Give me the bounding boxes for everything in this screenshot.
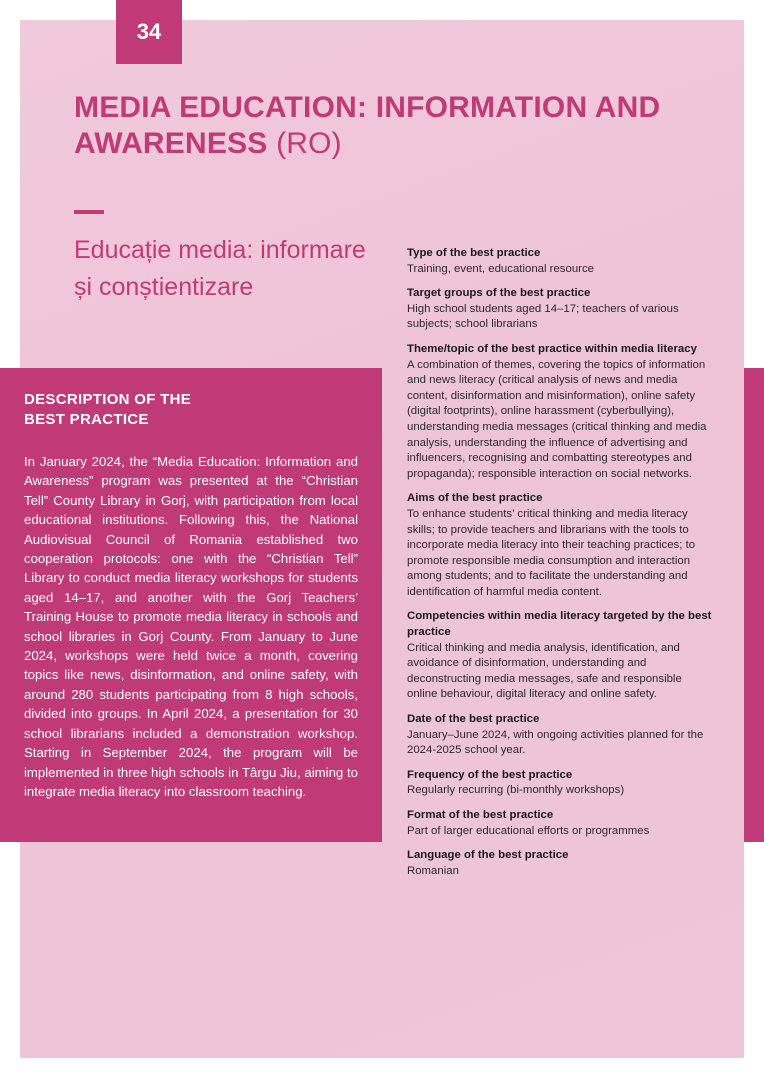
detail-label: Frequency of the best practice — [407, 768, 573, 781]
detail-item-competencies — [407, 609, 712, 703]
detail-value: Part of larger educational efforts or programmes — [407, 824, 650, 837]
detail-value: Critical thinking and media analysis, identification, and avoidance of disinformation, understanding and deconstructing media messages, safe and responsible online behaviour, digital literacy and online safety. — [407, 641, 682, 701]
detail-label: Language of the best practice — [407, 849, 569, 862]
description-box — [0, 368, 382, 842]
detail-value: Regularly recurring (bi-monthly workshops) — [407, 784, 625, 797]
detail-value: To enhance students’ critical thinking and media literacy skills; to provide teachers and librarians with the tools to incorporate media literacy into their teaching practices; to promote responsible media consumption and interaction among students; and to facilitate the understanding and identification of harmful media content. — [407, 507, 696, 598]
detail-label: Format of the best practice — [407, 809, 554, 821]
subtitle: Educație media: informare și conștientizare — [74, 236, 366, 301]
detail-label: Date of the best practice — [407, 713, 540, 726]
details-column — [407, 246, 712, 888]
description-heading: DESCRIPTION OF THE BEST PRACTICE — [24, 391, 192, 428]
detail-label: Competencies within media literacy targeted by the best practice — [407, 610, 712, 639]
title-country: (RO) — [276, 127, 342, 160]
detail-value: Romanian — [407, 864, 459, 877]
detail-item-language — [407, 848, 712, 879]
detail-item-theme — [407, 342, 712, 482]
right-accent-bar — [744, 368, 764, 842]
detail-value: Training, event, educational resource — [407, 262, 594, 275]
detail-item-target-groups — [407, 286, 712, 333]
detail-item-type — [407, 246, 712, 277]
detail-value: A combination of themes, covering the topics of information and news literacy (critical analysis of news and media content, disinformation and misinformation), online safety (digital footprints), online harassment (cyberbullying), understanding media messages (critical thinking and media analysis, understanding the influence of advertising and influencers, recognising and combatting stereotypes and propaganda); responsible interaction on social networks. — [407, 358, 707, 480]
detail-label: Target groups of the best practice — [407, 287, 591, 300]
detail-value: High school students aged 14–17; teachers of various subjects; school librarians — [407, 302, 679, 331]
description-body: In January 2024, the “Media Education: Information and Awareness” program was presented at the “Christian Tell” County Library in Gorj, with participation from local educational institutions. Following this, the National Audiovisual Council of Romania established two cooperation protocols: one with the “Christian Tell” Library to conduct media literacy workshops for students aged 14–17, and another with the Gorj Teachers’ Training House to promote media literacy in schools and school libraries in Gorj County. From January to June 2024, workshops were held twice a month, covering topics like news, disinformation, and online safety, with around 280 students participating from 8 high schools, divided into groups. In April 2024, a presentation for 30 school librarians included a demonstration workshop. Starting in September 2024, the program will be implemented in three high schools in Târgu Jiu, aiming to integrate media literacy into classroom teaching. — [24, 454, 358, 799]
page-number: 34 — [116, 0, 182, 64]
detail-value: January–June 2024, with ongoing activities planned for the 2024-2025 school year. — [407, 728, 704, 757]
detail-label: Aims of the best practice — [407, 492, 543, 505]
detail-item-format — [407, 808, 712, 839]
title-divider — [74, 210, 104, 214]
detail-item-frequency — [407, 768, 712, 799]
detail-label: Theme/topic of the best practice within media literacy — [407, 342, 697, 355]
detail-item-aims — [407, 491, 712, 600]
title-main: MEDIA EDUCATION: INFORMATION AND AWARENESS — [74, 91, 661, 160]
detail-item-date — [407, 712, 712, 759]
page-title — [74, 90, 674, 162]
detail-label: Type of the best practice — [407, 247, 541, 259]
